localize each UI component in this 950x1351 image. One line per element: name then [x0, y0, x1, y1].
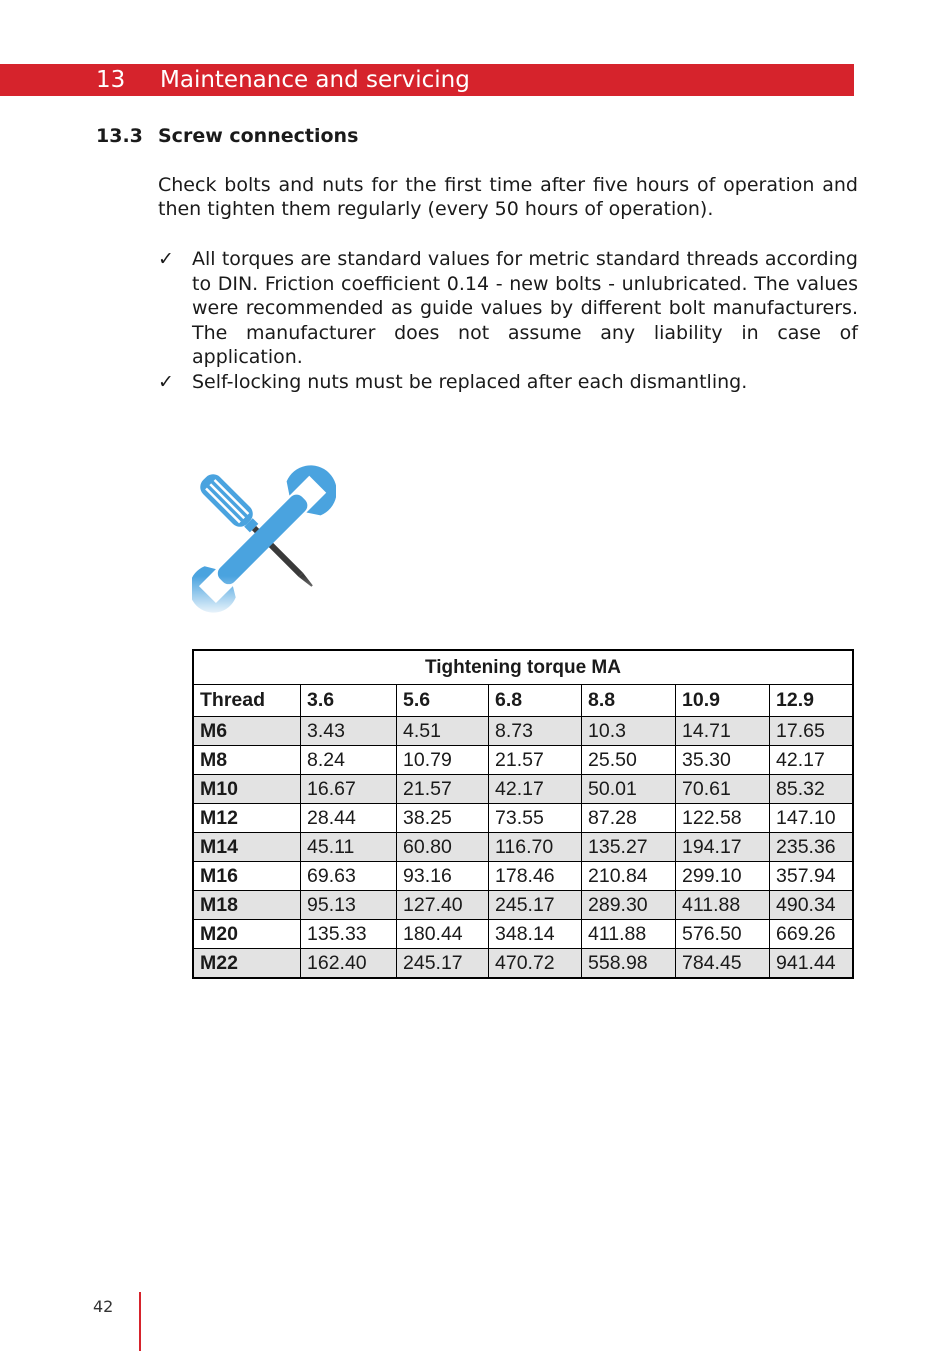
table-cell: 87.28: [582, 804, 676, 833]
table-cell: 178.46: [489, 862, 582, 891]
thread-cell: M14: [193, 833, 301, 862]
table-cell: 21.57: [489, 746, 582, 775]
column-header: 12.9: [770, 685, 854, 717]
chapter-number: 13: [96, 67, 126, 93]
table-cell: 38.25: [397, 804, 489, 833]
table-cell: 21.57: [397, 775, 489, 804]
table-cell: 235.36: [770, 833, 854, 862]
table-cell: 122.58: [676, 804, 770, 833]
table-cell: 147.10: [770, 804, 854, 833]
thread-cell: M12: [193, 804, 301, 833]
table-cell: 70.61: [676, 775, 770, 804]
table-row: [193, 804, 853, 833]
table-row: [193, 746, 853, 775]
table-cell: 135.33: [301, 920, 397, 949]
table-cell: 116.70: [489, 833, 582, 862]
column-header: 3.6: [301, 685, 397, 717]
column-header: 10.9: [676, 685, 770, 717]
table-cell: 127.40: [397, 891, 489, 920]
table-cell: 14.71: [676, 717, 770, 746]
table-row: [193, 775, 853, 804]
checkmark-icon: ✓: [158, 248, 174, 270]
thread-cell: M8: [193, 746, 301, 775]
chapter-title: Maintenance and servicing: [160, 67, 470, 93]
intro-paragraph: Check bolts and nuts for the first time after five hours of operation and then tighten them regularly (every 50 hours of operation).: [158, 174, 858, 220]
thread-cell: M16: [193, 862, 301, 891]
table-cell: 93.16: [397, 862, 489, 891]
table-cell: 784.45: [676, 949, 770, 979]
column-header: 6.8: [489, 685, 582, 717]
table-cell: 17.65: [770, 717, 854, 746]
column-header: 8.8: [582, 685, 676, 717]
table-cell: 210.84: [582, 862, 676, 891]
table-cell: 357.94: [770, 862, 854, 891]
thread-cell: M22: [193, 949, 301, 979]
table-cell: 8.73: [489, 717, 582, 746]
table-cell: 60.80: [397, 833, 489, 862]
table-cell: 50.01: [582, 775, 676, 804]
table-cell: 10.3: [582, 717, 676, 746]
table-cell: 490.34: [770, 891, 854, 920]
column-header: Thread: [193, 685, 301, 717]
page-number: 42: [93, 1297, 114, 1316]
table-cell: 85.32: [770, 775, 854, 804]
table-cell: 558.98: [582, 949, 676, 979]
table-cell: 10.79: [397, 746, 489, 775]
table-header-row: [193, 685, 853, 717]
note-item: [158, 370, 858, 395]
table-row: [193, 949, 853, 979]
notes-list: [158, 247, 858, 394]
table-row: [193, 862, 853, 891]
table-cell: 180.44: [397, 920, 489, 949]
table-cell: 289.30: [582, 891, 676, 920]
table-cell: 95.13: [301, 891, 397, 920]
note-text: All torques are standard values for metric standard threads according to DIN. Friction coefficient 0.14 - new bolts - unlubricated. The values were recommended as guide values by different bolt manufacturers. The manufacturer does not assume any liability in case of application.: [192, 248, 858, 368]
section-number: 13.3: [96, 125, 143, 147]
table-cell: 470.72: [489, 949, 582, 979]
footer-divider: [139, 1292, 141, 1351]
table-cell: 299.10: [676, 862, 770, 891]
table-cell: 669.26: [770, 920, 854, 949]
checkmark-icon: ✓: [158, 370, 174, 393]
table-cell: 941.44: [770, 949, 854, 979]
table-cell: 42.17: [770, 746, 854, 775]
thread-cell: M18: [193, 891, 301, 920]
table-cell: 8.24: [301, 746, 397, 775]
table-cell: 576.50: [676, 920, 770, 949]
table-cell: 16.67: [301, 775, 397, 804]
table-row: [193, 891, 853, 920]
table-cell: 35.30: [676, 746, 770, 775]
table-cell: 411.88: [582, 920, 676, 949]
table-cell: 411.88: [676, 891, 770, 920]
wrench-screwdriver-icon: [192, 458, 336, 618]
table-caption-row: [193, 650, 853, 685]
note-item: [158, 247, 858, 370]
table-cell: 162.40: [301, 949, 397, 979]
table-row: [193, 920, 853, 949]
table-cell: 45.11: [301, 833, 397, 862]
torque-table: [192, 649, 854, 979]
note-text: Self-locking nuts must be replaced after each dismantling.: [192, 370, 748, 393]
table-cell: 42.17: [489, 775, 582, 804]
section-title: Screw connections: [158, 125, 359, 147]
table-cell: 245.17: [489, 891, 582, 920]
table-caption: Tightening torque MA: [193, 650, 853, 685]
table-cell: 348.14: [489, 920, 582, 949]
table-row: [193, 833, 853, 862]
thread-cell: M20: [193, 920, 301, 949]
thread-cell: M10: [193, 775, 301, 804]
table-cell: 25.50: [582, 746, 676, 775]
table-cell: 4.51: [397, 717, 489, 746]
table-cell: 135.27: [582, 833, 676, 862]
table-row: [193, 717, 853, 746]
thread-cell: M6: [193, 717, 301, 746]
chapter-header-bar: [0, 64, 854, 96]
table-cell: 194.17: [676, 833, 770, 862]
column-header: 5.6: [397, 685, 489, 717]
table-cell: 28.44: [301, 804, 397, 833]
table-cell: 245.17: [397, 949, 489, 979]
table-cell: 69.63: [301, 862, 397, 891]
table-cell: 3.43: [301, 717, 397, 746]
table-cell: 73.55: [489, 804, 582, 833]
